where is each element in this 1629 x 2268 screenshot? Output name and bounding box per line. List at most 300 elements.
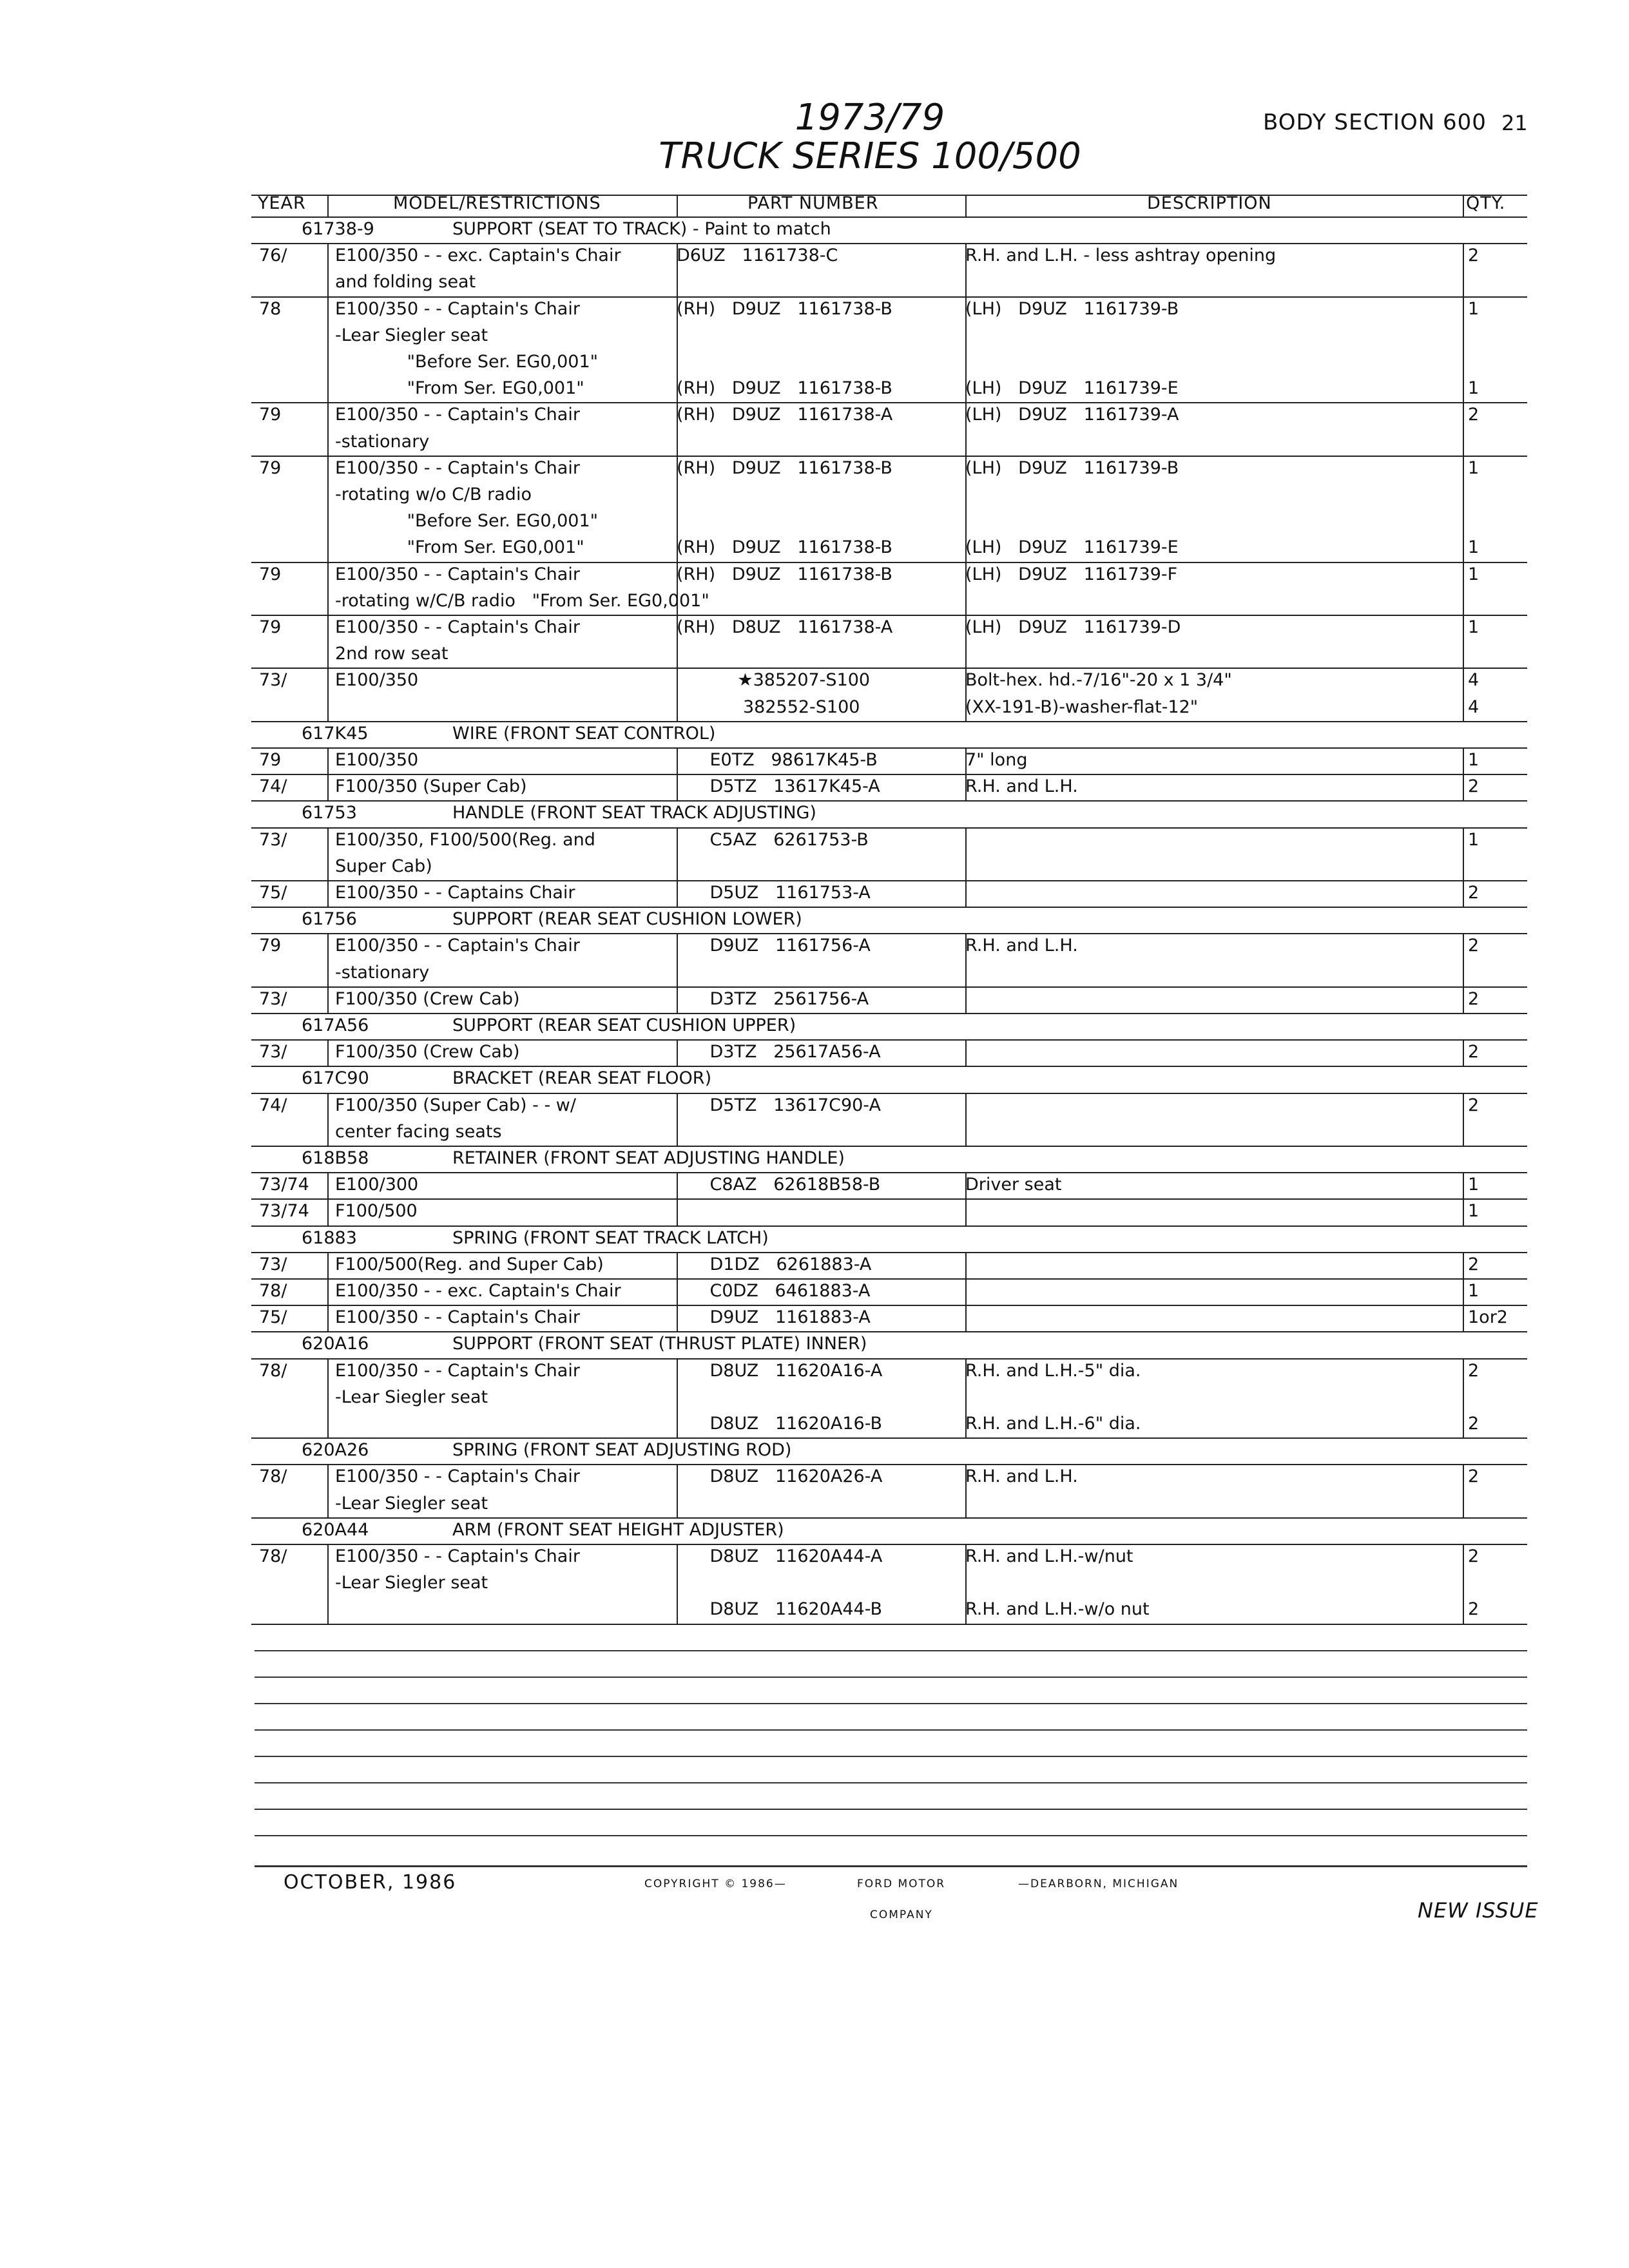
row-part-number: C8AZ 62618B58-B: [677, 1175, 881, 1195]
row-part-number: D3TZ 25617A56-A: [677, 1042, 881, 1062]
row-description: (LH) D9UZ 1161739-F: [965, 564, 1178, 584]
row-year: 73/: [259, 829, 287, 850]
column-divider: [327, 1570, 329, 1597]
column-divider: [965, 1305, 967, 1331]
column-divider: [965, 588, 967, 615]
row-model: Super Cab): [335, 856, 432, 876]
column-divider: [327, 960, 329, 986]
row-qty: 2: [1468, 1095, 1480, 1115]
row-year: 73/74: [259, 1201, 309, 1222]
column-divider: [965, 1278, 967, 1305]
row-description: Bolt-hex. hd.-7/16"-20 x 1 3/4": [965, 670, 1232, 691]
row-part-number: (RH) D9UZ 1161738-A: [677, 405, 893, 425]
group-code: 620A26: [302, 1440, 369, 1461]
row-qty: 2: [1468, 776, 1480, 797]
row-qty: 2: [1468, 1546, 1480, 1566]
footer-copyright: COPYRIGHT © 1986—: [644, 1878, 787, 1890]
row-model: F100/350 (Super Cab): [335, 776, 527, 797]
column-divider: [327, 323, 329, 349]
row-year: 78/: [259, 1360, 287, 1381]
row-rule: [251, 721, 1527, 722]
group-name: HANDLE (FRONT SEAT TRACK ADJUSTING): [452, 803, 816, 823]
row-description: (LH) D9UZ 1161739-E: [965, 537, 1179, 558]
column-divider: [327, 296, 329, 323]
column-divider: [327, 933, 329, 959]
column-divider: [327, 774, 329, 800]
column-divider: [965, 429, 967, 456]
group-name: SPRING (FRONT SEAT TRACK LATCH): [452, 1227, 769, 1248]
column-divider: [327, 695, 329, 721]
column-divider: [327, 1597, 329, 1623]
row-year: 79: [259, 617, 282, 637]
row-model: F100/350 (Crew Cab): [335, 988, 520, 1009]
footer-issue: NEW ISSUE: [1418, 1898, 1539, 1923]
header-divider: [965, 195, 967, 216]
column-divider: [1463, 1464, 1464, 1490]
blank-rule: [255, 1782, 1527, 1783]
parts-table: [251, 191, 1527, 1647]
group-code: 61756: [302, 909, 357, 930]
footer-ford: FORD MOTOR: [857, 1878, 946, 1890]
group-name: SUPPORT (REAR SEAT CUSHION LOWER): [452, 909, 802, 930]
row-description: R.H. and L.H.: [965, 776, 1078, 797]
row-qty: 2: [1468, 883, 1480, 903]
column-divider: [327, 429, 329, 456]
header-model: MODEL/RESTRICTIONS: [393, 193, 601, 213]
column-divider: [1463, 827, 1464, 854]
column-divider: [1463, 1039, 1464, 1066]
column-divider: [965, 269, 967, 296]
column-divider: [327, 562, 329, 588]
row-qty: 1or2: [1468, 1307, 1508, 1328]
row-part-number: D8UZ 11620A26-A: [677, 1466, 883, 1487]
row-qty: 1: [1468, 298, 1480, 319]
column-divider: [965, 482, 967, 508]
row-model: E100/350: [335, 670, 419, 691]
column-divider: [1463, 1491, 1464, 1517]
group-code: 620A16: [302, 1334, 369, 1354]
column-divider: [327, 243, 329, 269]
row-model: center facing seats: [335, 1121, 502, 1142]
row-qty: 1: [1468, 564, 1480, 584]
row-model: "From Ser. EG0,001": [335, 537, 584, 558]
column-divider: [327, 1039, 329, 1066]
column-divider: [965, 1198, 967, 1225]
blank-rule: [255, 1729, 1527, 1731]
row-part-number: (RH) D9UZ 1161738-B: [677, 564, 892, 584]
row-description: (LH) D9UZ 1161739-E: [965, 378, 1179, 399]
column-divider: [965, 827, 967, 854]
column-divider: [1463, 880, 1464, 907]
column-divider: [327, 1411, 329, 1437]
row-qty: 1: [1468, 378, 1480, 399]
group-code: 617C90: [302, 1068, 369, 1089]
row-part-number: D6UZ 1161738-C: [677, 245, 838, 266]
row-qty: 4: [1468, 697, 1480, 717]
group-code: 61738-9: [302, 219, 374, 239]
row-qty: 1: [1468, 457, 1480, 478]
row-qty: 1: [1468, 1281, 1480, 1301]
row-year: 79: [259, 564, 282, 584]
group-code: 617A56: [302, 1015, 369, 1035]
row-model: "From Ser. EG0,001": [335, 378, 584, 399]
column-divider: [965, 1119, 967, 1146]
row-part-number: D9UZ 1161883-A: [677, 1307, 871, 1328]
table-top-rule: [251, 195, 1527, 196]
column-divider: [1463, 243, 1464, 269]
column-divider: [327, 880, 329, 907]
column-divider: [965, 1093, 967, 1119]
row-qty: 2: [1468, 1414, 1480, 1434]
column-divider: [327, 1252, 329, 1278]
footer-location: —DEARBORN, MICHIGAN: [1018, 1878, 1179, 1890]
column-divider: [1463, 296, 1464, 323]
group-code: 61883: [302, 1227, 357, 1248]
section-label: BODY SECTION 600: [1263, 110, 1487, 135]
header-divider: [677, 195, 678, 216]
row-part-number: D5TZ 13617K45-A: [677, 776, 880, 797]
row-description: (LH) D9UZ 1161739-B: [965, 457, 1179, 478]
column-divider: [1463, 402, 1464, 428]
page-number: 21: [1501, 111, 1528, 135]
row-description: R.H. and L.H.-6" dia.: [965, 1414, 1141, 1434]
column-divider: [965, 641, 967, 668]
column-divider: [327, 1278, 329, 1305]
column-divider: [1463, 1411, 1464, 1437]
column-divider: [1463, 986, 1464, 1013]
row-part-number: D5UZ 1161753-A: [677, 883, 871, 903]
row-model: -rotating w/o C/B radio: [335, 485, 532, 505]
row-year: 74/: [259, 776, 287, 797]
row-qty: 2: [1468, 405, 1480, 425]
column-divider: [1463, 1119, 1464, 1146]
column-divider: [327, 1093, 329, 1119]
footer-company: COMPANY: [870, 1908, 933, 1921]
column-divider: [965, 986, 967, 1013]
group-name: RETAINER (FRONT SEAT ADJUSTING HANDLE): [452, 1148, 845, 1168]
row-part-number: (RH) D9UZ 1161738-B: [677, 298, 892, 319]
row-description: R.H. and L.H.-5" dia.: [965, 1360, 1141, 1381]
column-divider: [327, 269, 329, 296]
column-divider: [1463, 269, 1464, 296]
row-description: R.H. and L.H.: [965, 936, 1078, 956]
row-year: 75/: [259, 883, 287, 903]
column-divider: [965, 880, 967, 907]
row-model: -stationary: [335, 431, 430, 452]
row-model: -Lear Siegler seat: [335, 1493, 488, 1514]
row-part-number: D5TZ 13617C90-A: [677, 1095, 881, 1115]
row-qty: 1: [1468, 1201, 1480, 1222]
column-divider: [1463, 1252, 1464, 1278]
row-part-number: D3TZ 2561756-A: [677, 988, 869, 1009]
row-qty: 1: [1468, 1175, 1480, 1195]
row-year: 74/: [259, 1095, 287, 1115]
header-part: PART NUMBER: [747, 193, 879, 213]
row-model: E100/350 - - Captain's Chair: [335, 405, 580, 425]
row-year: 79: [259, 457, 282, 478]
group-code: 620A44: [302, 1519, 369, 1540]
column-divider: [1463, 1198, 1464, 1225]
column-divider: [327, 827, 329, 854]
column-divider: [327, 668, 329, 694]
column-divider: [1463, 349, 1464, 376]
column-divider: [1463, 641, 1464, 668]
row-rule: [251, 1013, 1527, 1014]
row-description: R.H. and L.H.-w/o nut: [965, 1599, 1150, 1620]
footer-rule: [255, 1865, 1527, 1867]
column-divider: [1463, 1597, 1464, 1623]
group-name: SUPPORT (SEAT TO TRACK) - Paint to match: [452, 219, 831, 239]
row-part-number: D8UZ 11620A44-A: [677, 1546, 883, 1566]
row-year: 73/: [259, 670, 287, 691]
row-part-number: E0TZ 98617K45-B: [677, 750, 878, 770]
column-divider: [327, 1385, 329, 1411]
row-rule: [251, 907, 1527, 908]
column-divider: [1463, 482, 1464, 508]
column-divider: [327, 1544, 329, 1570]
row-model: "Before Ser. EG0,001": [335, 511, 599, 532]
column-divider: [327, 456, 329, 482]
row-qty: 1: [1468, 829, 1480, 850]
row-qty: 2: [1468, 936, 1480, 956]
column-divider: [327, 402, 329, 428]
row-model: F100/500: [335, 1201, 418, 1222]
column-divider: [1463, 1570, 1464, 1597]
column-divider: [327, 854, 329, 880]
row-rule: [251, 1517, 1527, 1519]
row-year: 73/: [259, 1254, 287, 1274]
row-model: and folding seat: [335, 272, 476, 293]
column-divider: [327, 482, 329, 508]
row-part-number: (RH) D9UZ 1161738-B: [677, 378, 892, 399]
row-description: (XX-191-B)-washer-flat-12": [965, 697, 1199, 717]
blank-rule: [255, 1835, 1527, 1836]
row-part-number: C0DZ 6461883-A: [677, 1281, 871, 1301]
row-qty: 2: [1468, 988, 1480, 1009]
column-divider: [1463, 747, 1464, 774]
column-divider: [1463, 1093, 1464, 1119]
column-divider: [327, 588, 329, 615]
row-qty: 2: [1468, 245, 1480, 266]
row-qty: 1: [1468, 750, 1480, 770]
row-qty: 1: [1468, 617, 1480, 637]
row-model: -rotating w/C/B radio "From Ser. EG0,001": [335, 590, 709, 611]
column-divider: [1463, 1544, 1464, 1570]
column-divider: [327, 1491, 329, 1517]
row-rule: [251, 1066, 1527, 1067]
row-model: E100/350 - - Captain's Chair: [335, 564, 580, 584]
column-divider: [1463, 1172, 1464, 1198]
column-divider: [327, 641, 329, 668]
row-model: -Lear Siegler seat: [335, 1573, 488, 1593]
group-name: BRACKET (REAR SEAT FLOOR): [452, 1068, 712, 1089]
row-model: -Lear Siegler seat: [335, 1387, 488, 1407]
row-model: E100/350 - - Captain's Chair: [335, 457, 580, 478]
column-divider: [1463, 695, 1464, 721]
group-name: SUPPORT (REAR SEAT CUSHION UPPER): [452, 1015, 796, 1035]
column-divider: [965, 1252, 967, 1278]
row-year: 79: [259, 405, 282, 425]
row-qty: 2: [1468, 1254, 1480, 1274]
row-model: E100/300: [335, 1175, 419, 1195]
group-name: SPRING (FRONT SEAT ADJUSTING ROD): [452, 1440, 792, 1461]
row-year: 79: [259, 936, 282, 956]
header-qty: QTY.: [1466, 193, 1506, 213]
group-name: WIRE (FRONT SEAT CONTROL): [452, 723, 716, 744]
row-rule: [251, 1225, 1527, 1227]
column-divider: [1463, 588, 1464, 615]
column-divider: [1463, 1305, 1464, 1331]
column-divider: [327, 1198, 329, 1225]
page-title-year: 1973/79: [795, 97, 945, 139]
row-year: 76/: [259, 245, 287, 266]
row-model: F100/500(Reg. and Super Cab): [335, 1254, 604, 1274]
column-divider: [327, 349, 329, 376]
column-divider: [1463, 774, 1464, 800]
column-divider: [327, 535, 329, 561]
column-divider: [1463, 456, 1464, 482]
header-divider: [1463, 195, 1464, 216]
row-model: F100/350 (Crew Cab): [335, 1042, 520, 1062]
group-code: 618B58: [302, 1148, 369, 1168]
row-part-number: C5AZ 6261753-B: [677, 829, 869, 850]
row-description: (LH) D9UZ 1161739-B: [965, 298, 1179, 319]
row-year: 75/: [259, 1307, 287, 1328]
blank-rule: [255, 1756, 1527, 1757]
row-model: E100/350 - - Captain's Chair: [335, 1360, 580, 1381]
column-divider: [1463, 508, 1464, 535]
row-model: -stationary: [335, 962, 430, 983]
row-description: (LH) D9UZ 1161739-D: [965, 617, 1181, 637]
group-name: SUPPORT (FRONT SEAT (THRUST PLATE) INNER): [452, 1334, 867, 1354]
row-description: 7" long: [965, 750, 1028, 770]
row-part-number: D8UZ 11620A16-A: [677, 1360, 883, 1381]
column-divider: [327, 1358, 329, 1385]
column-divider: [327, 1464, 329, 1490]
column-divider: [1463, 535, 1464, 561]
row-year: 78: [259, 298, 282, 319]
row-description: R.H. and L.H.-w/nut: [965, 1546, 1133, 1566]
row-part-number: ★385207-S100: [677, 670, 871, 691]
row-rule: [251, 1624, 1527, 1625]
row-model: E100/350 - - Captain's Chair: [335, 1466, 580, 1487]
row-description: Driver seat: [965, 1175, 1062, 1195]
header-divider: [327, 195, 329, 216]
row-model: E100/350 - - Captain's Chair: [335, 617, 580, 637]
row-year: 73/74: [259, 1175, 309, 1195]
row-qty: 1: [1468, 537, 1480, 558]
row-part-number: D8UZ 11620A16-B: [677, 1414, 883, 1434]
column-divider: [1463, 562, 1464, 588]
column-divider: [965, 960, 967, 986]
column-divider: [1463, 668, 1464, 694]
row-part-number: D9UZ 1161756-A: [677, 936, 871, 956]
footer-date: OCTOBER, 1986: [284, 1871, 457, 1894]
column-divider: [1463, 615, 1464, 641]
row-year: 79: [259, 750, 282, 770]
column-divider: [327, 1172, 329, 1198]
blank-rule: [255, 1703, 1527, 1704]
column-divider: [965, 508, 967, 535]
column-divider: [327, 615, 329, 641]
row-model: E100/350 - - Captain's Chair: [335, 1307, 580, 1328]
header-rule: [251, 216, 1527, 218]
column-divider: [1463, 376, 1464, 402]
column-divider: [1463, 1385, 1464, 1411]
row-model: -Lear Siegler seat: [335, 325, 488, 345]
row-model: E100/350 - - Captain's Chair: [335, 936, 580, 956]
row-qty: 4: [1468, 670, 1480, 691]
row-description: (LH) D9UZ 1161739-A: [965, 405, 1179, 425]
row-model: E100/350 - - exc. Captain's Chair: [335, 1281, 621, 1301]
header-year: YEAR: [258, 193, 306, 213]
column-divider: [327, 508, 329, 535]
row-model: E100/350 - - Captains Chair: [335, 883, 575, 903]
row-model: E100/350 - - exc. Captain's Chair: [335, 245, 621, 266]
blank-rule: [255, 1650, 1527, 1651]
row-part-number: (RH) D9UZ 1161738-B: [677, 457, 892, 478]
row-description: R.H. and L.H.: [965, 1466, 1078, 1487]
row-qty: 2: [1468, 1042, 1480, 1062]
column-divider: [327, 747, 329, 774]
row-year: 78/: [259, 1466, 287, 1487]
row-rule: [251, 1331, 1527, 1332]
column-divider: [1463, 323, 1464, 349]
group-name: ARM (FRONT SEAT HEIGHT ADJUSTER): [452, 1519, 784, 1540]
column-divider: [1463, 960, 1464, 986]
row-model: E100/350: [335, 750, 419, 770]
blank-rule: [255, 1809, 1527, 1810]
group-code: 61753: [302, 803, 357, 823]
row-part-number: 382552-S100: [677, 697, 860, 717]
column-divider: [965, 1570, 967, 1597]
header-desc: DESCRIPTION: [1147, 193, 1272, 213]
row-year: 73/: [259, 1042, 287, 1062]
row-part-number: D8UZ 11620A44-B: [677, 1599, 883, 1620]
row-rule: [251, 1437, 1527, 1439]
row-qty: 2: [1468, 1466, 1480, 1487]
blank-rule: [255, 1677, 1527, 1678]
column-divider: [327, 1119, 329, 1146]
column-divider: [1463, 1358, 1464, 1385]
page-title-series: TRUCK SERIES 100/500: [659, 135, 1081, 177]
row-part-number: (RH) D8UZ 1161738-A: [677, 617, 893, 637]
row-description: R.H. and L.H. - less ashtray opening: [965, 245, 1277, 266]
row-model: E100/350 - - Captain's Chair: [335, 1546, 580, 1566]
column-divider: [327, 986, 329, 1013]
row-year: 73/: [259, 988, 287, 1009]
column-divider: [965, 1385, 967, 1411]
column-divider: [327, 1305, 329, 1331]
row-model: F100/350 (Super Cab) - - w/: [335, 1095, 576, 1115]
column-divider: [965, 854, 967, 880]
row-rule: [251, 1146, 1527, 1147]
row-model: 2nd row seat: [335, 644, 448, 664]
column-divider: [1463, 933, 1464, 959]
row-part-number: D1DZ 6261883-A: [677, 1254, 872, 1274]
column-divider: [1463, 429, 1464, 456]
column-divider: [965, 349, 967, 376]
group-code: 617K45: [302, 723, 369, 744]
row-part-number: (RH) D9UZ 1161738-B: [677, 537, 892, 558]
column-divider: [327, 376, 329, 402]
column-divider: [965, 323, 967, 349]
column-divider: [965, 1491, 967, 1517]
row-qty: 2: [1468, 1360, 1480, 1381]
row-model: "Before Ser. EG0,001": [335, 352, 599, 372]
row-year: 78/: [259, 1546, 287, 1566]
column-divider: [1463, 1278, 1464, 1305]
